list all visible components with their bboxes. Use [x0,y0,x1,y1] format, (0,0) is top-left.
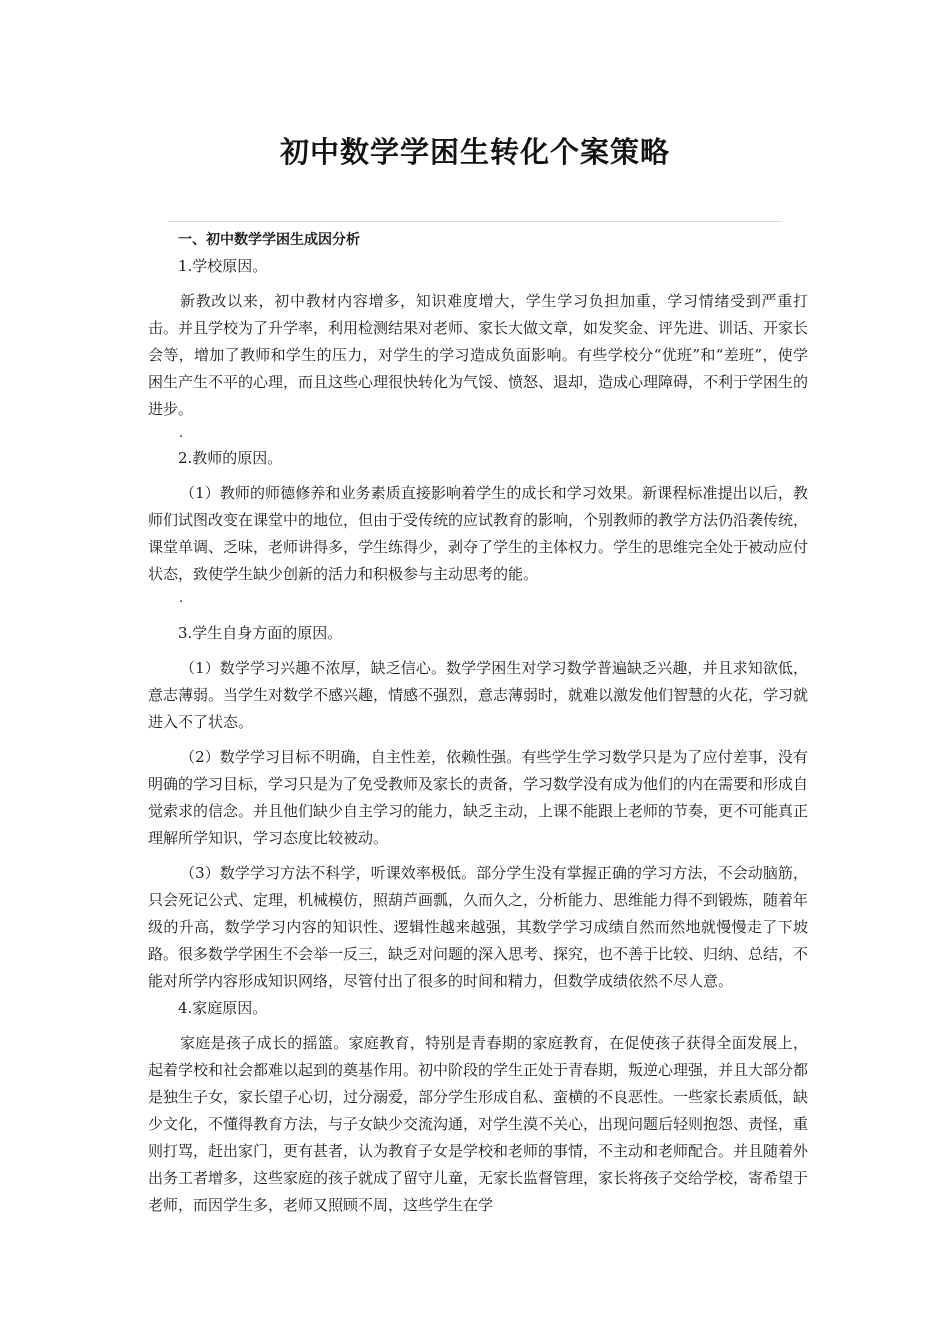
subheading-teacher: 2.教师的原因。 [178,449,283,467]
subheading-family: 4.家庭原因。 [178,999,268,1017]
separator-dot: . [179,591,184,606]
spacer [148,280,808,288]
paragraph-teacher: （1）教师的师德修养和业务素质直接影响着学生的成长和学习效果。新课程标准提出以后，教师们试图改变在课堂中的地位，但由于受传统的应试教育的影响，个别教师的教学方法仍沿袭传统，课堂单调、乏味，老师讲得多，学生练得少，剥夺了学生的主体权力。学生的思维完全处于被动应付状态，致使学生缺少创新的活力和积极参与主动思考的能。 [148,484,809,583]
subheading-school: 1.学校原因。 [178,257,268,275]
spacer [148,1022,808,1030]
title-divider [168,221,782,222]
spacer [148,736,808,744]
subheading-student: 3.学生自身方面的原因。 [178,624,343,642]
spacer [148,610,808,620]
spacer [148,852,808,860]
paragraph-student-goal: （2）数学学习目标不明确，自主性差，依赖性强。有些学生学习数学只是为了应付差事，没有明确的学习目标，学习只是为了免受教师及家长的责备，学习数学没有成为他们的内在需要和形成自觉索求的信念。并且他们缺少自主学习的能力，缺乏主动，上课不能跟上老师的节奏，更不可能真正理解所学知识，学习态度比较被动。 [148,748,809,847]
spacer [148,472,808,480]
paragraph-student-interest: （1）数学学习兴趣不浓厚，缺乏信心。数学学困生对学习数学普遍缺乏兴趣，并且求知欲低，意志薄弱。当学生对数学不感兴趣，情感不强烈，意志薄弱时，就难以激发他们智慧的火花，学习就进入不了状态。 [148,659,809,731]
paragraph-school: 新教改以来，初中教材内容增多，知识难度增大，学生学习负担加重，学习情绪受到严重打击。并且学校为了升学率，利用检测结果对老师、家长大做文章，如发奖金、评先进、训话、开家长会等，增加了教师和学生的压力，对学生的学习造成负面影响。有些学校分“优班”和“差班”，使学困生产生不平的心理，而且这些心理很快转化为气馁、愤怒、退却，造成心理障碍，不利于学困生的进步。 [148,292,809,418]
document-title: 初中数学学困生转化个案策略 [279,135,670,169]
paragraph-student-method: （3）数学学习方法不科学，听课效率极低。部分学生没有掌握正确的学习方法，不会动脑筋，只会死记公式、定理，机械模仿，照葫芦画瓢，久而久之，分析能力、思维能力得不到锻炼，随着年级的升高，数学学习内容的知识性、逻辑性越来越强，其数学学习成绩自然而然地就慢慢走了下坡路。很多数学学困生不会举一反三，缺乏对问题的深入思考、探究，也不善于比较、归纳、总结，不能对所学内容形成知识网络，尽管付出了很多的时间和精力，但数学成绩依然不尽人意。 [148,864,809,990]
section-heading: 一、初中数学学困生成因分析 [178,232,360,248]
paragraph-family: 家庭是孩子成长的摇篮。家庭教育，特别是青春期的家庭教育，在促使孩子获得全面发展上，起着学校和社会都难以起到的奠基作用。初中阶段的学生正处于青春期，叛逆心理强，并且大部分都是独生子女，家长望子心切，过分溺爱，部分学生形成自私、蛮横的不良恶性。一些家长素质低，缺少文化，不懂得教育方法，与子女缺少交流沟通，对学生漠不关心，出现问题后轻则抱怨、责怪，重则打骂，赶出家门，更有甚者，认为教育子女是学校和老师的事情，不主动和老师配合。并且随着外出务工者增多，这些家庭的孩子就成了留守儿童，无家长监督管理，家长将孩子交给学校，寄希望于老师，而因学生多，老师又照顾不周，这些学生在学 [148,1034,809,1214]
spacer [148,647,808,655]
separator-dot: . [179,426,184,441]
document-body [148,227,808,1219]
